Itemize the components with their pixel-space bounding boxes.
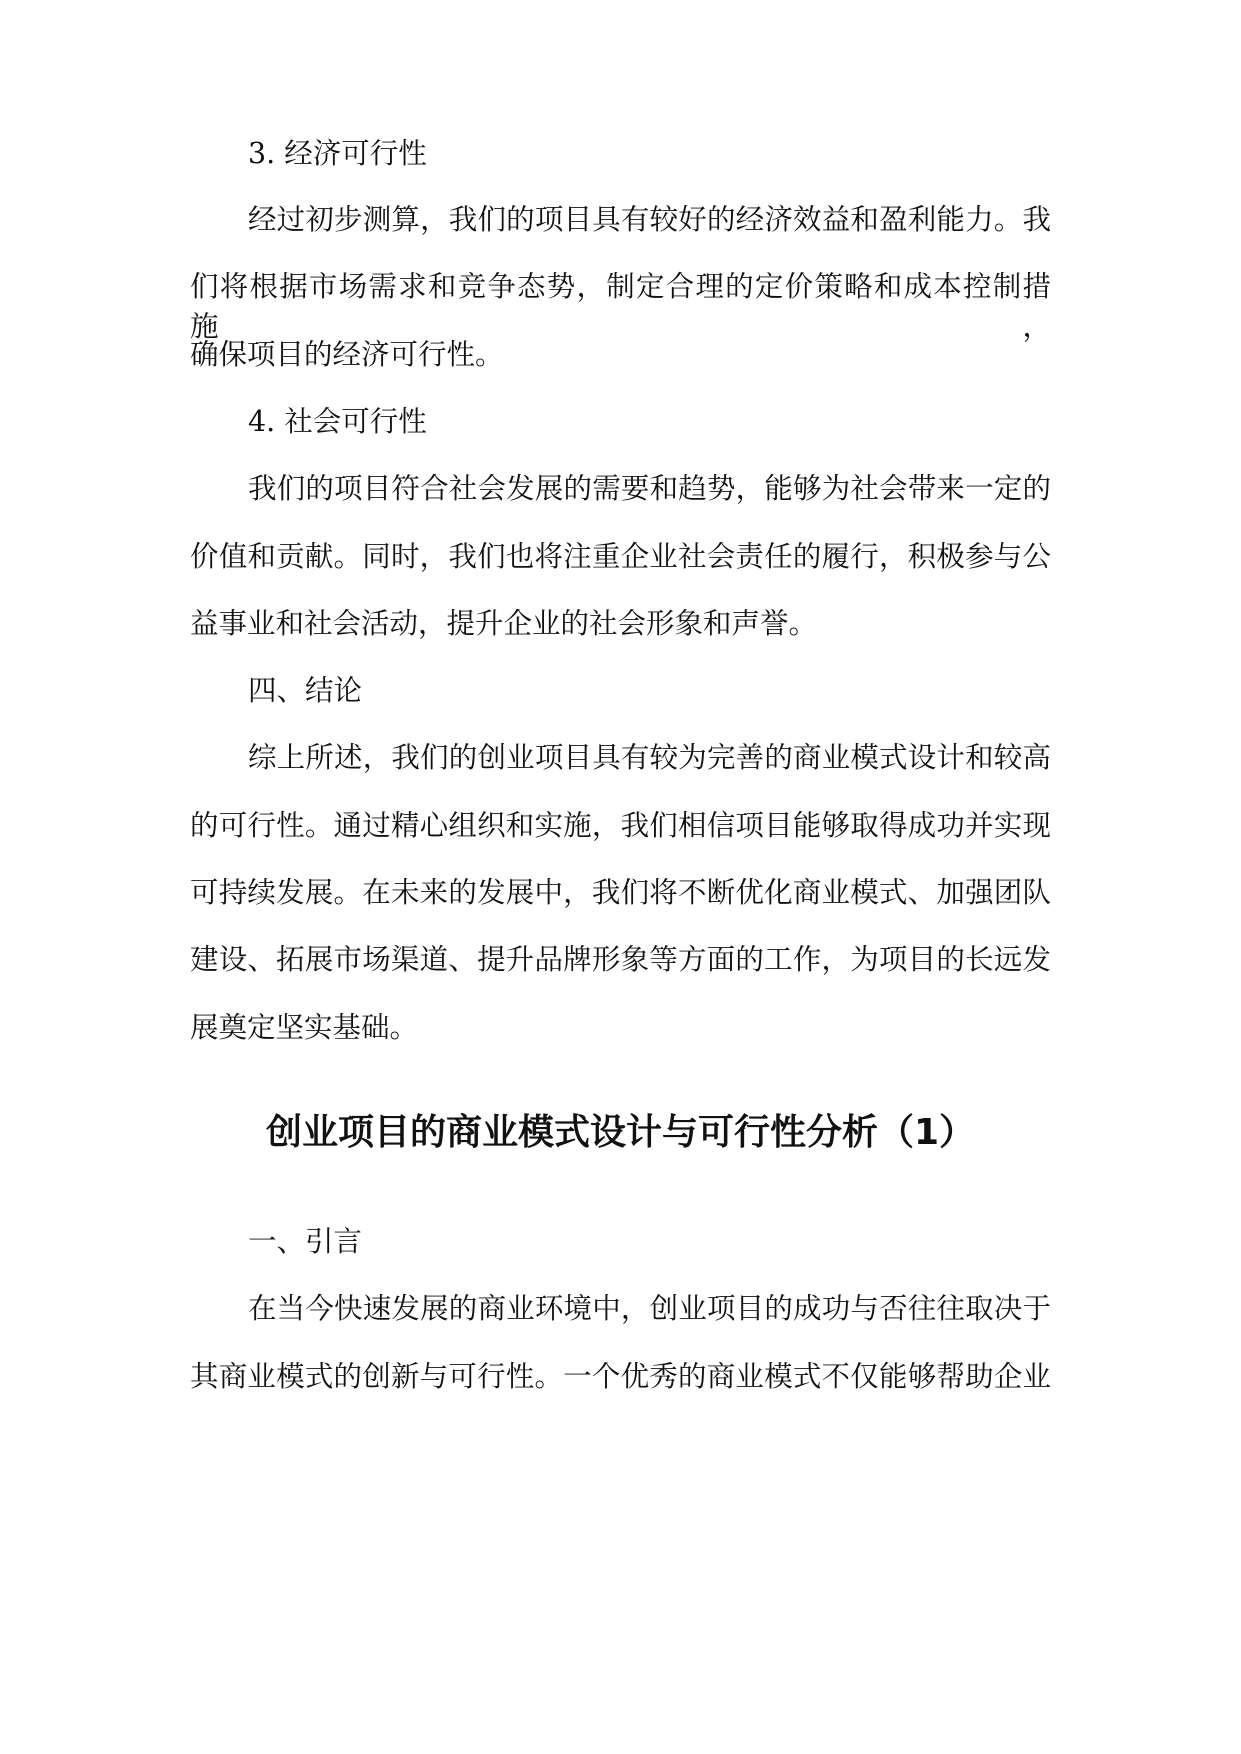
paragraph-line: 在当今快速发展的商业环境中，创业项目的成功与否往往取决于 [248, 1292, 1051, 1325]
paragraph-line: 确保项目的经济可行性。 [190, 338, 504, 371]
paragraph-line: 我们的项目符合社会发展的需要和趋势，能够为社会带来一定的 [248, 472, 1051, 505]
paragraph-line: 综上所述，我们的创业项目具有较为完善的商业模式设计和较高 [248, 741, 1051, 774]
paragraph-line: 其商业模式的创新与可行性。一个优秀的商业模式不仅能够帮助企业 [190, 1360, 1051, 1393]
section-heading-intro: 一、引言 [248, 1225, 363, 1258]
paragraph-line: 益事业和社会活动，提升企业的社会形象和声誉。 [190, 607, 818, 640]
paragraph-line: 价值和贡献。同时，我们也将注重企业社会责任的履行，积极参与公 [190, 540, 1051, 573]
document-title: 创业项目的商业模式设计与可行性分析（1） [265, 1112, 976, 1153]
section-heading-economic: 3. 经济可行性 [248, 137, 427, 170]
paragraph-line: 可持续发展。在未来的发展中，我们将不断优化商业模式、加强团队 [190, 876, 1051, 909]
section-heading-social: 4. 社会可行性 [248, 405, 427, 438]
paragraph-line: 展奠定坚实基础。 [190, 1011, 419, 1044]
section-heading-conclusion: 四、结论 [248, 674, 363, 707]
paragraph-line: 经过初步测算，我们的项目具有较好的经济效益和盈利能力。我 [248, 203, 1051, 236]
paragraph-line: 们将根据市场需求和竞争态势，制定合理的定价策略和成本控制措施， [190, 270, 1051, 343]
paragraph-line: 建设、拓展市场渠道、提升品牌形象等方面的工作，为项目的长远发 [190, 943, 1051, 976]
paragraph-line: 的可行性。通过精心组织和实施，我们相信项目能够取得成功并实现 [190, 809, 1051, 842]
